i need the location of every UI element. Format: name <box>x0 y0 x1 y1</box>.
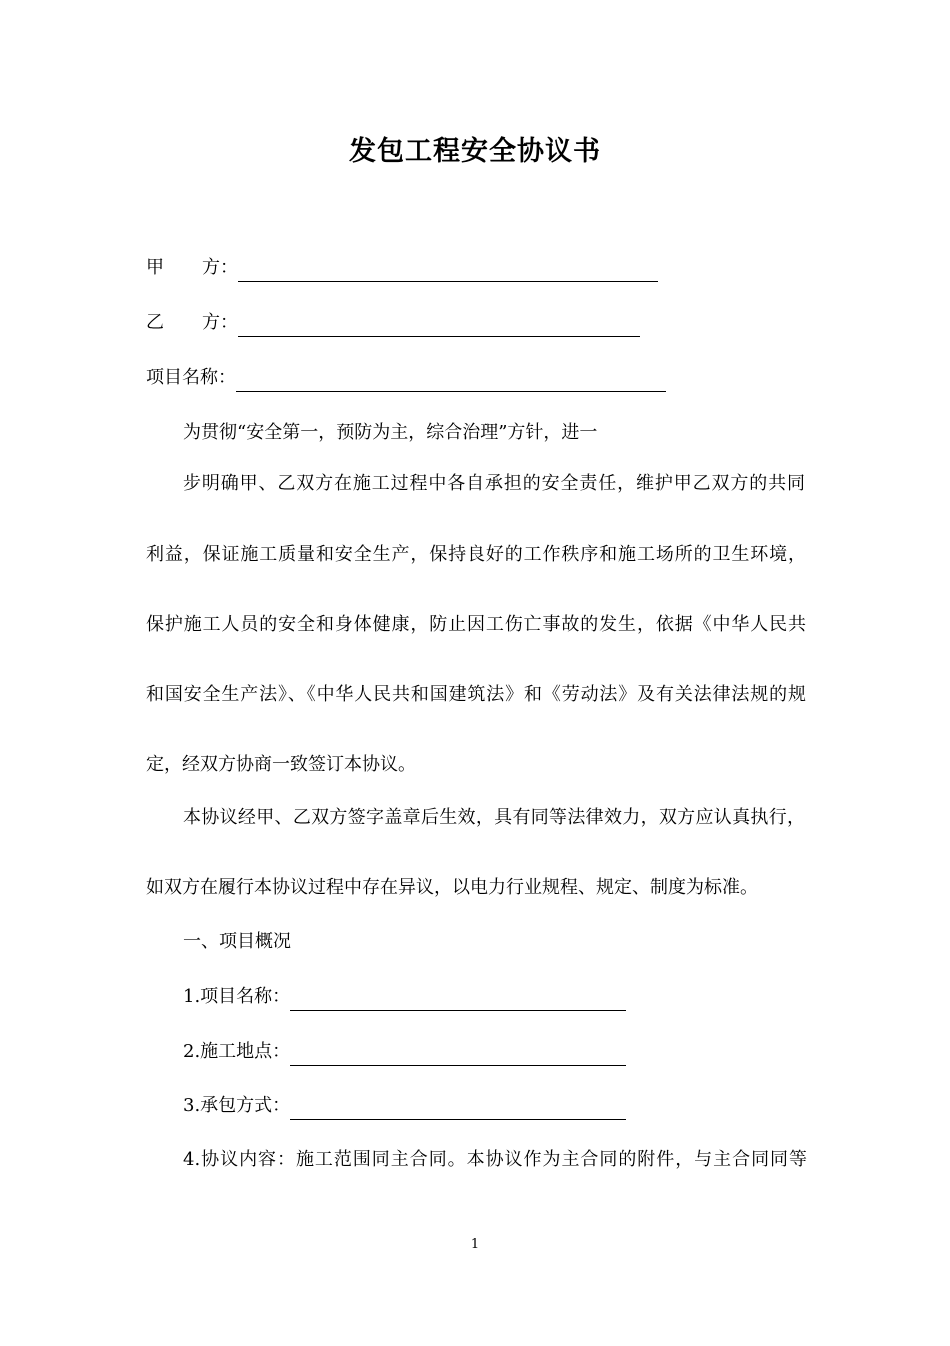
party-a-blank[interactable] <box>238 259 658 282</box>
party-b-blank[interactable] <box>238 314 640 337</box>
item1-blank[interactable] <box>290 988 626 1011</box>
paragraph1-line2: 步明确甲、乙双方在施工过程中各自承担的安全责任，维护甲乙双方的共同 <box>183 473 805 494</box>
paragraph1-line1: 为贯彻“安全第一，预防为主，综合治理”方针，进一 <box>183 422 598 443</box>
paragraph1-line5: 和国安全生产法》、《中华人民共和国建筑法》和《劳动法》及有关法律法规的规 <box>146 684 806 705</box>
document-title: 发包工程安全协议书 <box>349 136 601 167</box>
paragraph1-line6: 定，经双方协商一致签订本协议。 <box>146 754 416 775</box>
item2-row <box>183 1038 626 1066</box>
party-a-label: 甲 <box>146 257 165 278</box>
party-a-label-group <box>146 254 238 282</box>
item1-label: 1.项目名称： <box>183 986 291 1007</box>
page-number: 1 <box>470 1237 480 1252</box>
party-b-label-group <box>146 309 238 337</box>
item2-label: 2.施工地点： <box>183 1041 291 1062</box>
item2-blank[interactable] <box>290 1043 626 1066</box>
party-a-row <box>146 254 658 282</box>
item1-row <box>183 983 626 1011</box>
item3-label: 3.承包方式： <box>183 1095 291 1116</box>
item4-text: 4.协议内容：施工范围同主合同。本协议作为主合同的附件，与主合同同等 <box>183 1149 807 1170</box>
paragraph1-line4: 保护施工人员的安全和身体健康，防止因工伤亡事故的发生，依据《中华人民共 <box>146 614 806 635</box>
party-b-label: 乙 <box>146 312 165 333</box>
project-name-blank[interactable] <box>236 369 666 392</box>
party-b-row <box>146 309 640 337</box>
item3-blank[interactable] <box>290 1097 626 1120</box>
section1-heading: 一、项目概况 <box>183 931 291 952</box>
paragraph1-line3: 利益，保证施工质量和安全生产，保持良好的工作秩序和施工场所的卫生环境， <box>146 544 806 565</box>
paragraph2-line2: 如双方在履行本协议过程中存在异议，以电力行业规程、规定、制度为标准。 <box>146 877 758 898</box>
paragraph2-line1: 本协议经甲、乙双方签字盖章后生效，具有同等法律效力，双方应认真执行， <box>183 807 805 828</box>
item3-row <box>183 1092 626 1120</box>
party-b-suffix: 方： <box>202 312 238 333</box>
party-a-suffix: 方： <box>202 257 238 278</box>
project-name-label: 项目名称： <box>146 367 236 388</box>
project-name-row <box>146 364 666 392</box>
